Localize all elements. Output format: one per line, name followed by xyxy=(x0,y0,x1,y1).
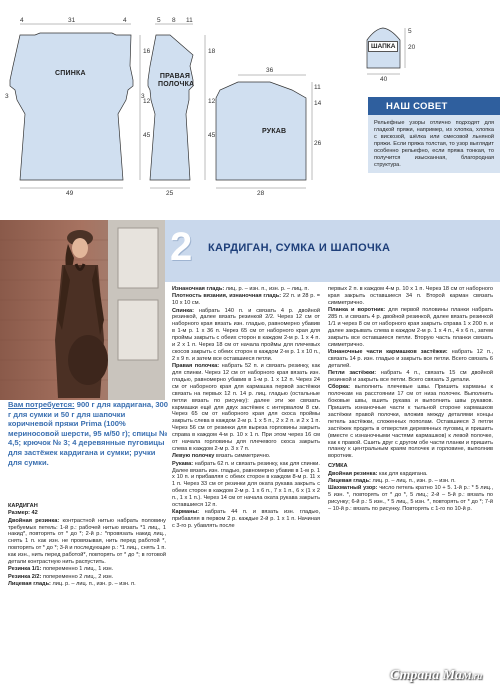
dim-value: 11 xyxy=(186,17,193,24)
paragraph xyxy=(328,485,493,513)
site-watermark xyxy=(390,668,482,684)
dim-value: 5 xyxy=(157,17,161,24)
paragraph-head: Изнаночные части кармашков застёжки: xyxy=(328,348,448,355)
paragraph xyxy=(8,518,166,566)
back-schematic xyxy=(10,33,133,180)
paragraph-text: число петель кратно 10 + 5. 1-й р.: * 5 лиц., 5 изн. *, повторять от * до *, 5 лиц.; 2-й – 5-й р.: вязать по рисунку; 6-й р.: 5 изн., * 5 лиц., 5 изн. *, повторять от * до *; 7-й – 10-й р.: вязать по рисунку. Повторять с 1-го по 10-й р. xyxy=(328,485,494,512)
paragraph xyxy=(328,463,493,470)
dim-value: 36 xyxy=(266,67,274,74)
paragraph-text: первых 2 п. в каждом 4-м р. 10 х 1 п. Через 18 см от наборного края закрыть оставшиеся 34 п. Второй карман связать симметрично. xyxy=(328,286,493,306)
paragraph xyxy=(172,453,320,460)
paragraph-head: Сборка: xyxy=(328,384,351,391)
dim-value: 3 xyxy=(5,93,9,100)
sleeve-label: РУКАВ xyxy=(262,128,287,135)
paragraph-text: набрать 52 п. и связать резинку, как для спинки. Через 12 см от наборного края вязать изн. гладью, равномерно убавив в 1-м р. 1 х 12 п. Через 24 см от наборного края для кармашка первой застёжки связать на первых 12 п. 14 р. лиц. гладью (остальные петли вязать по рисунку): далее эти же связать кармашки ещё для двух застёжек с интервалом 8 см. Через 65 см от наборного края для скоса проймы закрыть слева в каждом 2-м р. 1 х 5 п., 2 х 2 п. и 2 х 1 п. Через 56 см от резинки для выреза горловины закрыть справа в каждом 4-м р. 10 х 1 п. При этом через 16 см от начала горловины для плечевого скоса закрыть слева в каждом 2-м р. 3 х 7 п. xyxy=(172,363,320,453)
materials-text: 900 г для кардигана, 300 г для сумки и 50 г для шапочки коричневой пряжи Prima (100% мериносовой шерсти, 95 м/50 г); спицы № 4,5; крючок № 3; 4 деревянные пуговицы для застёжек кардигана и сумки; ручки для сумки. xyxy=(8,400,169,467)
dim-value: 14 xyxy=(314,100,322,107)
dim-value: 12 xyxy=(143,98,151,105)
materials-block xyxy=(8,400,168,467)
paragraph xyxy=(328,307,493,348)
paragraph-head: Рукава: xyxy=(172,460,194,467)
paragraph-text: набрать 12 п., связать 14 р. изн. гладью и закрыть все петли. Всего связать 6 деталей. xyxy=(328,348,493,369)
dim-value: 45 xyxy=(208,132,216,139)
text-column-1 xyxy=(8,503,166,588)
tip-box xyxy=(368,97,500,197)
paragraph-text: контрастной нитью набрать половину требуемых петель: 1-й р.: рабочей нитью вязать *1 лиц., 1 накид*, повторять от * до *; 2-й р.: *провязать накид лиц., снять 1 п. как изн. не провязывая, нить перед работой *, повторять от * до *; 3-й и последующие р.: *1 лиц., снять 1 п. как изн., нить перед работой*, повторять от * до *; в готовой детали контрастную нить распустить. xyxy=(8,517,166,566)
paragraph xyxy=(328,370,493,384)
paragraph xyxy=(8,503,166,510)
paragraph-head: Резинка 2/2: xyxy=(8,573,42,580)
paragraph-head: СУМКА xyxy=(328,463,348,470)
dim-value: 31 xyxy=(68,17,76,24)
paragraph-head: Двойная резинка: xyxy=(8,517,60,524)
dim-value: 5 xyxy=(408,28,412,35)
paragraph-text: лиц. р. – лиц. п., изн. р. – изн. п. xyxy=(52,580,136,587)
paragraph-text: как для кардигана. xyxy=(378,470,428,477)
section-number: 2 xyxy=(170,225,193,269)
dim-value: 49 xyxy=(66,190,74,197)
paragraph-head: Резинка 1/1: xyxy=(8,566,42,573)
dim-value: 3 xyxy=(141,93,145,100)
paragraph-text: набрать 4 п., связать 15 см двойной резинкой и закрыть все петли. Всего связать 3 детали. xyxy=(328,370,493,383)
dim-value: 25 xyxy=(166,190,174,197)
paragraph-head: Карманы: xyxy=(172,509,200,516)
paragraph xyxy=(328,478,493,485)
paragraph-head: Спинка: xyxy=(172,307,195,314)
paragraph-head: Левую полочку xyxy=(172,453,215,460)
dim-value: 11 xyxy=(314,84,321,91)
paragraph-head: Изнаночная гладь: xyxy=(172,286,225,292)
paragraph xyxy=(172,509,320,530)
paragraph xyxy=(328,471,493,478)
paragraph-head: Правая полочка: xyxy=(172,363,220,370)
paragraph-text: попеременно 2 лиц., 2 изн. xyxy=(42,573,114,580)
section-title: КАРДИГАН, СУМКА И ШАПОЧКА xyxy=(208,242,391,254)
paragraph xyxy=(328,384,493,460)
paragraph xyxy=(328,286,493,307)
paragraph-head: Лицевая гладь: xyxy=(328,477,371,484)
front-schematic xyxy=(148,35,193,180)
dim-value: 45 xyxy=(143,132,151,139)
dim-value: 8 xyxy=(172,17,176,24)
paragraph-head: КАРДИГАН xyxy=(8,503,38,509)
paragraph xyxy=(172,461,320,509)
paragraph xyxy=(172,308,320,363)
paragraph-head: Шахматный узор: xyxy=(328,485,378,492)
paragraph-text: 22 п. и 28 р. = 10 х 10 см. xyxy=(172,293,320,307)
paragraph-text: набрать 140 п. и связать 4 р. двойной резинкой, далее вязать резинкой 2/2. Через 12 см от наборного края вязать изн. гладью, равномерно убавив в 1-м р. 1 х 36 п. Через 65 см от наборного края для проймы закрыть с обеих сторон в каждом 2-м р. 1 х 4 п. и 2 х 1 п. Через 18 см от начала проймы для плечевых скосов закрыть с обеих сторон в каждом 2-м р. 1 х 10 п., 2 х 9 п. и затем все оставшиеся петли. xyxy=(172,307,320,362)
paragraph-text: для первой половины планки набрать 285 п. и связать 4 р. двойной резинкой, далее вязать резинкой 1/1 и через 8 см от наборного края закрыть справа 1 х 200 п. и далее закрывать слева в каждом 2-м р. 1 х 4 п., 4 х 6 п., затем закрыть все оставшиеся петли. Вторую часть планки связать симметрично. xyxy=(328,307,494,348)
paragraph-head: Двойная резинка: xyxy=(328,470,378,477)
paragraph-text: набрать 62 п. и связать резинку, как для спинки. Далее вязать изн. гладью, равномерно убавив в 1-м р. 1 х 10 п. и прибавляя с обеих сторон в каждом 8-м р. 11 х 1 п. Через 33 см от резинки для оката рукава закрыть с обеих сторон в каждом 2-м р. 1 х 6 п., 7 х 1 п., 6 х (1 х 2 п., 1 х 1 п.). Через 14 см от начала оката рукава закрыть оставшиеся 12 п. xyxy=(172,460,320,509)
text-column-3 xyxy=(328,286,493,513)
back-label: СПИНКА xyxy=(55,70,86,77)
paragraph xyxy=(8,581,166,588)
dim-value: 20 xyxy=(408,44,416,51)
paragraph-head: Петли застёжки: xyxy=(328,370,377,377)
dim-value: 18 xyxy=(208,48,216,55)
materials-label: Вам потребуется: xyxy=(8,400,75,409)
paragraph-head: Размер: 42 xyxy=(8,510,38,517)
paragraph xyxy=(172,363,320,453)
front-label xyxy=(158,73,195,89)
watermark-text: Страна Мам xyxy=(390,668,472,683)
paragraph-text: лиц. р. – изн. п., изн. р. – лиц. п. xyxy=(225,286,309,292)
paragraph-text: выполнить плечевые швы. Пришить карманы к полочкам на расстоянии 17 см от низа полочек. Выполнить боковые швы, вшить рукава и выполнить швы рукавов. Пришить изнаночные части к тыльной стороне кармашков застёжки правой полочки, вложив между деталями концы петель застёжки, сложенных пополам. Оставшиеся 3 петли застёжек продеть в отверстия деревянных пуговиц и пришить (вместе с изнаночными частями кармашков) к левой полочке, как к правой. Сшить друг с другом обе части планки и пришить планку к центральным краям полочек и горловине, выполнив воротник. xyxy=(328,384,494,460)
paragraph-text: попеременно 1 лиц., 1 изн. xyxy=(42,566,114,573)
dim-value: 4 xyxy=(123,17,127,24)
dim-value: 12 xyxy=(208,98,216,105)
paragraph-text: вязать симметрично. xyxy=(215,453,271,460)
paragraph xyxy=(328,349,493,370)
tip-header: НАШ СОВЕТ xyxy=(368,97,500,115)
dim-value: 26 xyxy=(314,140,322,147)
front-label-line1: ПРАВАЯ xyxy=(159,73,191,80)
paragraph-text: набрать 44 п. и вязать изн. гладью, прибавляя в первом 2 р. каждые 2-й р. 1 х 1 п. Начиная с 3-го р. убавлять после xyxy=(172,509,320,530)
sleeve-schematic xyxy=(216,82,306,180)
text-column-2 xyxy=(172,286,320,530)
dim-value: 28 xyxy=(257,190,265,197)
paragraph xyxy=(172,293,320,307)
paragraph-head: Лицевая гладь: xyxy=(8,580,51,587)
watermark-suffix: .ru xyxy=(471,671,483,681)
front-label-line2: ПОЛОЧКА xyxy=(158,81,195,88)
hat-label: ШАПКА xyxy=(368,41,398,52)
paragraph xyxy=(8,566,166,573)
paragraph-head: Плотность вязания, изнаночная гладь: xyxy=(172,293,282,300)
paragraph xyxy=(172,286,320,293)
dim-value: 40 xyxy=(380,76,388,83)
model-photo xyxy=(0,220,165,400)
paragraph-head: Планка и воротник: xyxy=(328,307,386,314)
dim-value: 16 xyxy=(143,48,151,55)
paragraph-text: лиц. р. – лиц. п., изн. р. – изн. п. xyxy=(372,477,456,484)
tip-text: Рельефные узоры отлично подходят для гладкой пряжи, например, из хлопка, хлопка с вискозой, шёлка или смесовой льняной пряжи. Если пряжа толстая, то узор выглядит особенно рельефно, если пряжа тонкая, то получится изысканная, благородная структура. xyxy=(368,115,500,173)
paragraph xyxy=(8,510,166,517)
paragraph xyxy=(8,574,166,581)
dim-value: 4 xyxy=(20,17,24,24)
